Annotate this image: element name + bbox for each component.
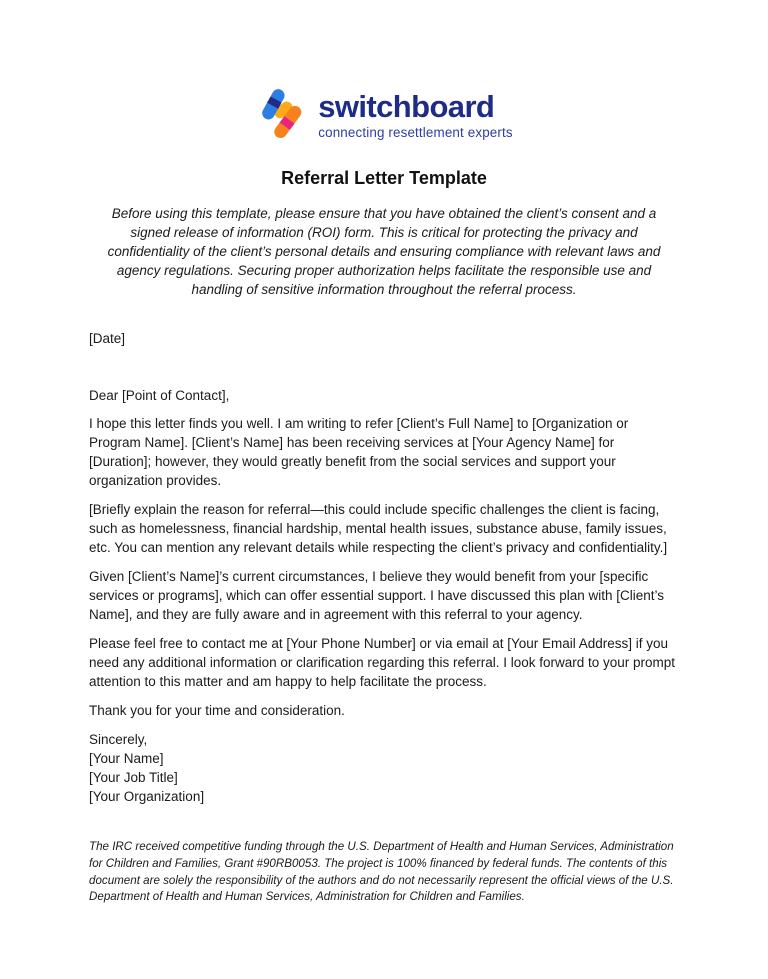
logo-tagline: connecting resettlement experts	[318, 124, 513, 140]
signature-closing: Sincerely,	[89, 732, 148, 747]
page-title: Referral Letter Template	[281, 168, 487, 188]
switchboard-logo	[89, 88, 679, 142]
signature-block	[89, 730, 679, 806]
signature-name-placeholder: [Your Name]	[89, 751, 164, 766]
logo-mark-navy-segment	[273, 100, 276, 106]
switchboard-logo-mark-icon	[255, 88, 309, 142]
date-placeholder: [Date]	[89, 331, 126, 346]
closing-paragraph: Thank you for your time and consideration.	[89, 703, 345, 718]
salutation: Dear [Point of Contact],	[89, 388, 230, 403]
logo-mark-magenta-segment	[285, 120, 290, 126]
signature-organization-placeholder: [Your Organization]	[89, 789, 205, 804]
logo-wordmark: switchboard	[318, 88, 495, 124]
signature-job-title-placeholder: [Your Job Title]	[89, 770, 178, 785]
funding-disclaimer: The IRC received competitive funding through the U.S. Department of Health and Human Services, Administration for Children and Families, Grant #90RB0053. The project is 100% financed by federal funds. The contents of this document are solely the responsibility of the authors and do not necessarily represent the official views of the U.S. Department of Health and Human Services, Administration for Children and Families.	[89, 840, 674, 904]
body-paragraph: Given [Client’s Name]’s current circumstances, I believe they would benefit from your [specific services or programs], which can offer essential support. I have discussed this plan with [Client’s Name], and they are fully aware and in agreement with this referral to your agency.	[89, 569, 665, 622]
body-paragraph: Please feel free to contact me at [Your Phone Number] or via email at [Your Email Address] if you need any additional information or clarification regarding this referral. I look forward to your prompt attention to this matter and am happy to help facilitate the process.	[89, 636, 676, 689]
body-paragraph: [Briefly explain the reason for referral—this could include specific challenges the client is facing, such as homelessness, financial hardship, mental health issues, substance abuse, family issues, etc. You can mention any relevant details while respecting the client’s privacy and confidentiality.]	[89, 502, 668, 555]
intro-disclaimer: Before using this template, please ensure that you have obtained the client’s consent and a signed release of information (ROI) form. This is critical for protecting the privacy and confidentiality of the client’s personal details and ensuring compliance with relevant laws and agency regulations. Securing proper authorization helps facilitate the responsible use and handling of sensitive information throughout the referral process.	[107, 206, 661, 297]
logo-mark-yellow-segment	[280, 107, 287, 113]
logo-text-block	[318, 88, 513, 140]
body-paragraph: I hope this letter finds you well. I am writing to refer [Client’s Full Name] to [Organization or Program Name]. [Client’s Name] has been receiving services at [Your Agency Name] for [Duration]; however, they would greatly benefit from the social services and support your organization provides.	[89, 416, 629, 488]
